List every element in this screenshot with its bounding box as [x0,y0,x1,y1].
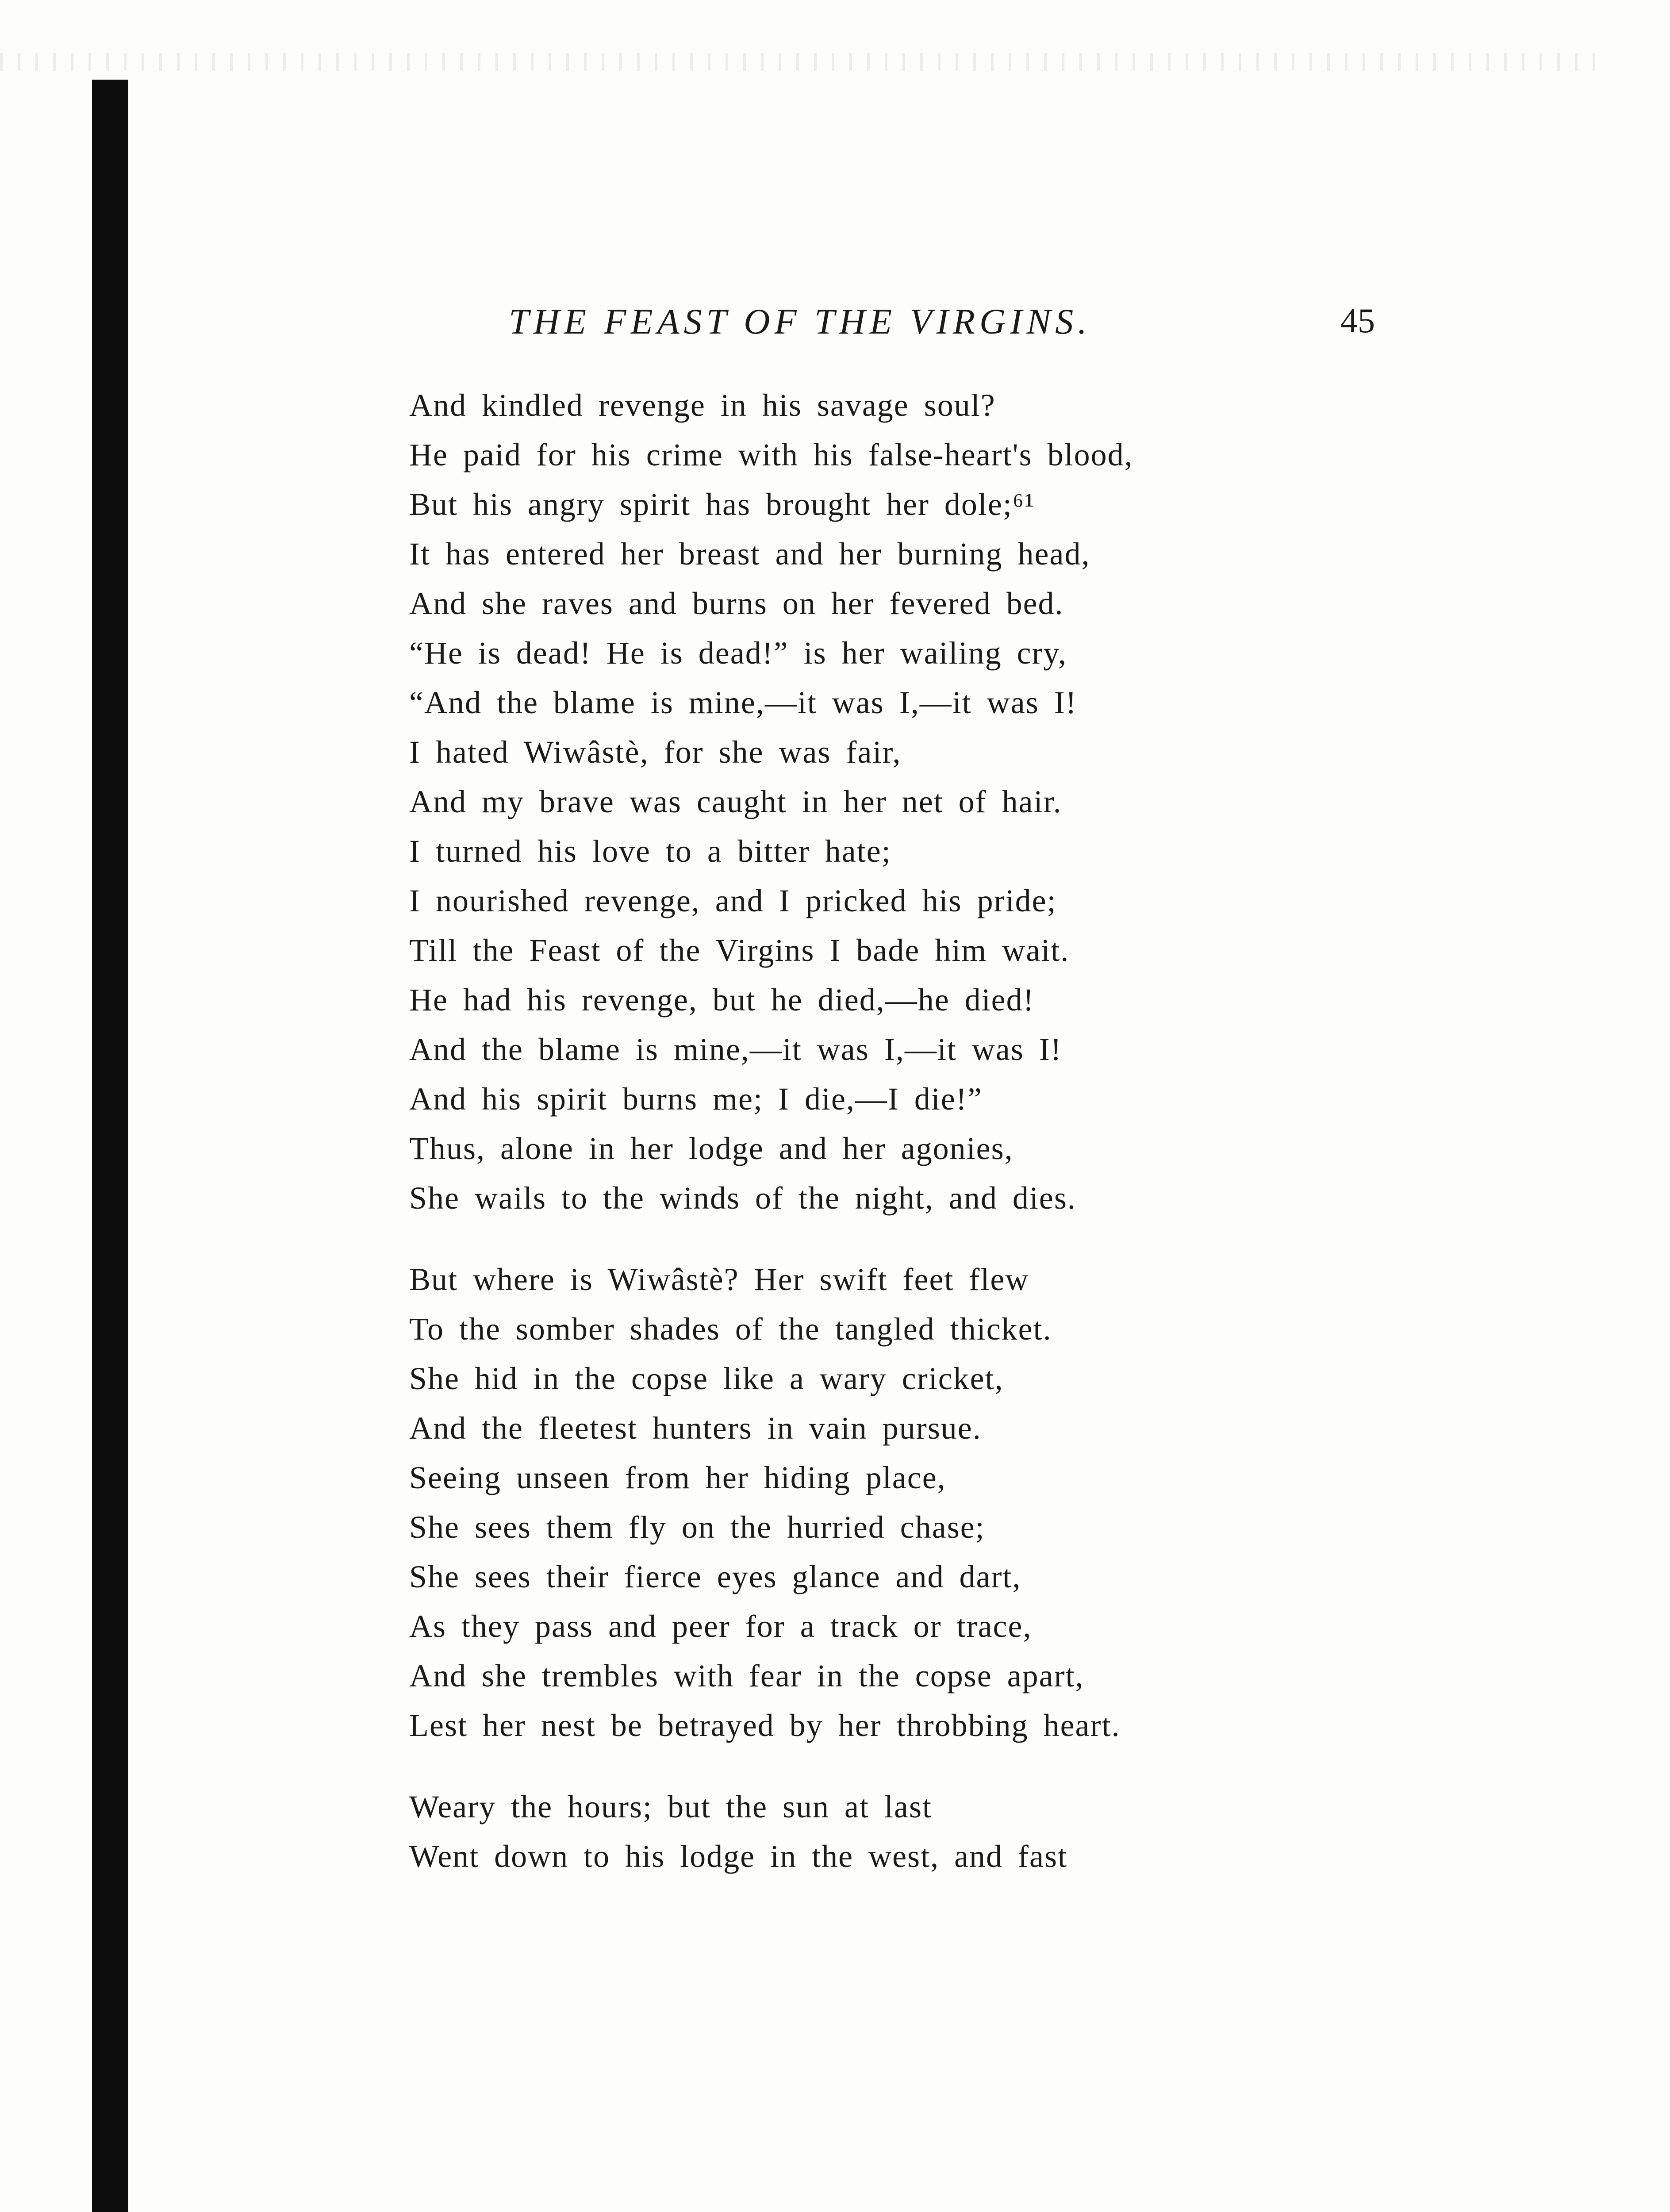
poem-line: But his angry spirit has brought her dole;⁶¹ [409,487,1035,522]
poem-line: It has entered her breast and her burning head, [409,536,1090,572]
poem-line: I turned his love to a bitter hate; [409,833,891,869]
poem-line: “And the blame is mine,—it was I,—it was I! [409,685,1077,720]
binding-edge [92,80,128,2212]
poem-line: I nourished revenge, and I pricked his pride; [409,883,1057,918]
poem-line: I hated Wiwâstè, for she was fair, [409,734,902,770]
poem-line: And she trembles with fear in the copse apart, [409,1658,1084,1694]
poem-line: Thus, alone in her lodge and her agonies, [409,1131,1014,1166]
running-title: THE FEAST OF THE VIRGINS. [509,301,1091,342]
poem-line: “He is dead! He is dead!” is her wailing cry, [409,635,1067,671]
poem-line: As they pass and peer for a track or trace, [409,1609,1032,1644]
poem-line: Seeing unseen from her hiding place, [409,1460,946,1495]
poem-line: And kindled revenge in his savage soul? [409,388,996,423]
stanza [409,1255,1294,1750]
poem-line: To the somber shades of the tangled thicket. [409,1311,1052,1347]
poem-line: She sees their fierce eyes glance and dart, [409,1559,1021,1594]
poem-line: Went down to his lodge in the west, and fast [409,1839,1067,1874]
poem-line: She hid in the copse like a wary cricket, [409,1361,1004,1396]
stanza [409,380,1294,1223]
poem-line: She wails to the winds of the night, and dies. [409,1180,1076,1216]
poem-line: Till the Feast of the Virgins I bade him wait. [409,933,1070,968]
poem-line: But where is Wiwâstè? Her swift feet flew [409,1262,1029,1297]
stanza [409,1782,1294,1881]
scan-noise [0,53,1610,71]
poem-line: And she raves and burns on her fevered bed. [409,586,1064,621]
poem-line: And my brave was caught in her net of hair. [409,784,1062,819]
poem-line: And the blame is mine,—it was I,—it was I! [409,1032,1062,1067]
poem-line: He had his revenge, but he died,—he died! [409,982,1035,1018]
page-header [509,301,1394,358]
poem-line: Weary the hours; but the sun at last [409,1789,932,1824]
poem-line: She sees them fly on the hurried chase; [409,1509,985,1545]
page-number: 45 [1340,301,1375,340]
poem-text [409,380,1294,1913]
poem-line: And his spirit burns me; I die,—I die!” [409,1081,983,1117]
poem-line: And the fleetest hunters in vain pursue. [409,1410,982,1446]
poem-line: Lest her nest be betrayed by her throbbing heart. [409,1708,1121,1743]
poem-line: He paid for his crime with his false-heart's blood, [409,437,1133,472]
